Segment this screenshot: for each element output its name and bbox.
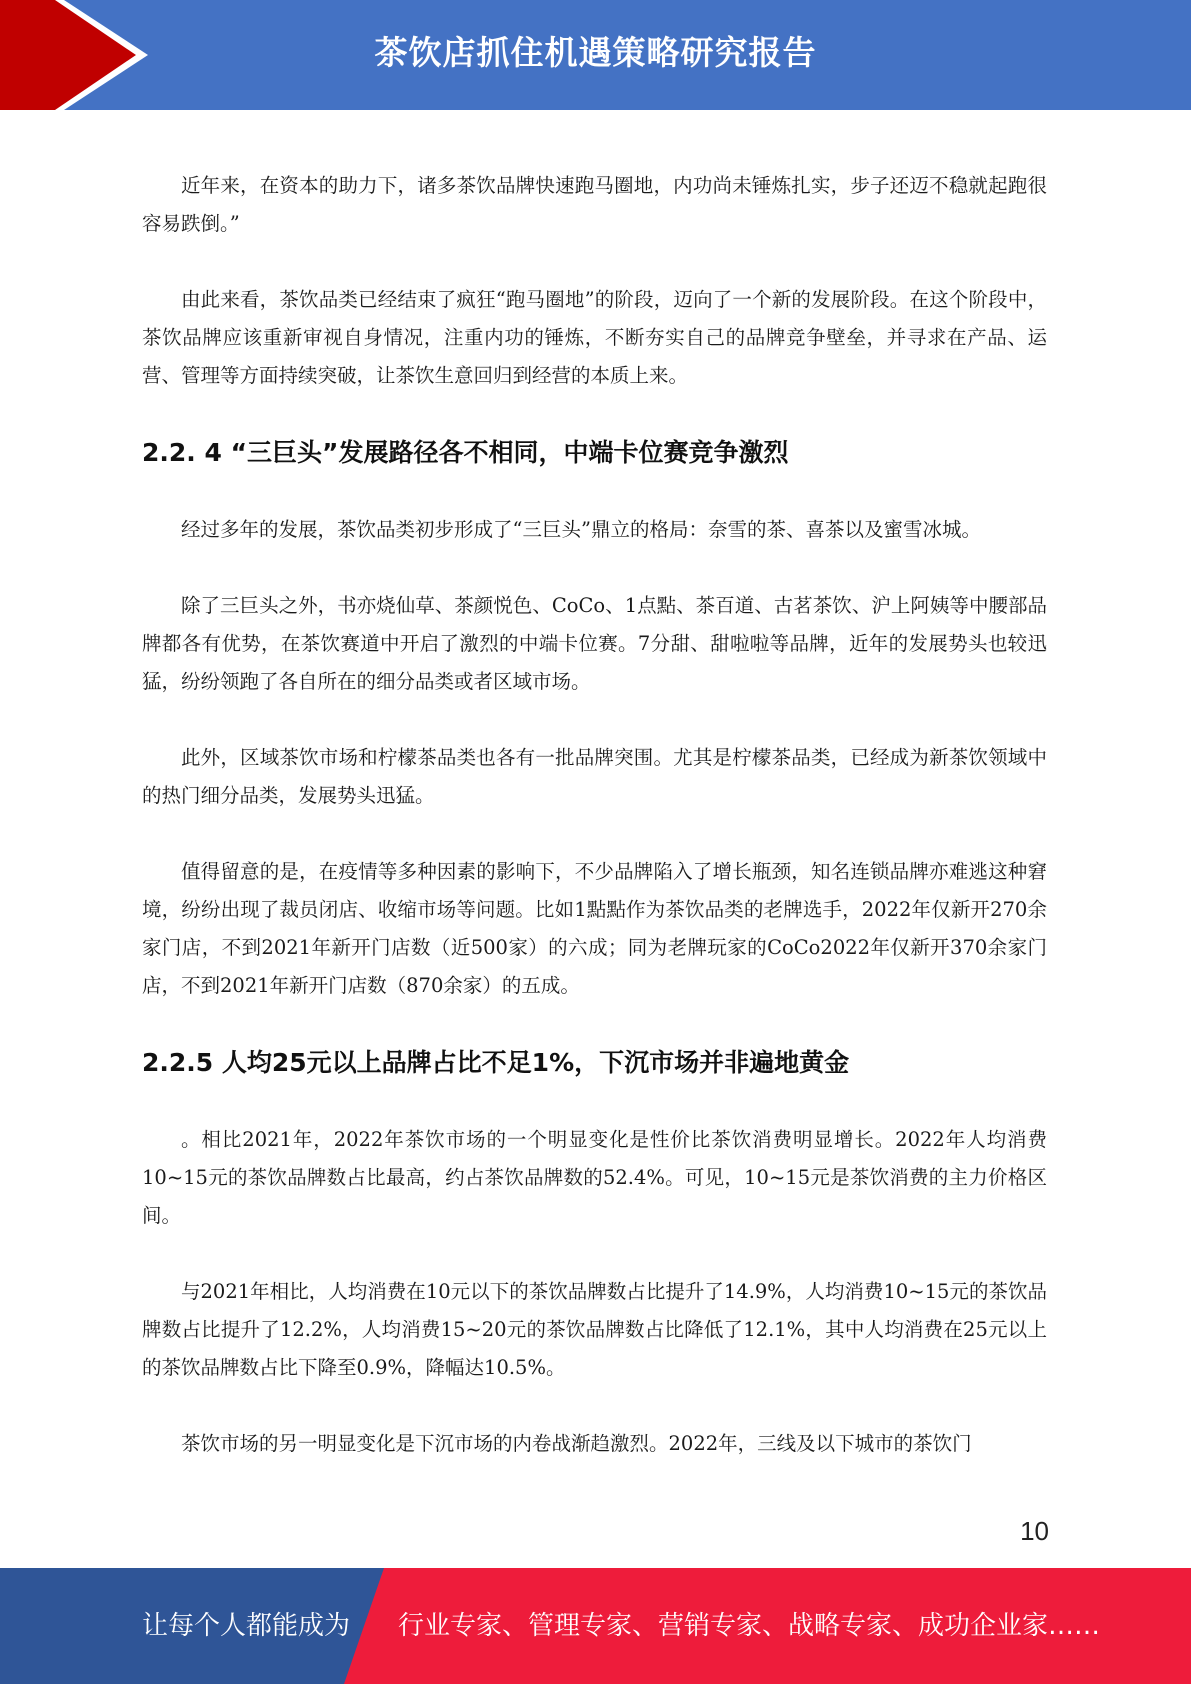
paragraph: 近年来，在资本的助力下，诸多茶饮品牌快速跑马圈地，内功尚未锤炼扎实，步子还迈不稳就起跑很容易跌倒。” <box>142 174 1047 235</box>
section-heading-2-2-4: 2.2. 4 “三巨头”发展路径各不相同，中端卡位赛竞争激烈 <box>142 438 789 467</box>
paragraph: 茶饮市场的另一明显变化是下沉市场的内卷战渐趋激烈。2022年，三线及以下城市的茶饮门 <box>181 1432 972 1455</box>
page-footer <box>0 1568 1191 1684</box>
footer-slogan-left: 让每个人都能成为 <box>142 1611 351 1641</box>
paragraph: 经过多年的发展，茶饮品类初步形成了“三巨头”鼎立的格局：奈雪的茶、喜茶以及蜜雪冰城。 <box>181 518 981 541</box>
paragraph: 除了三巨头之外，书亦烧仙草、茶颜悦色、CoCo、1点點、茶百道、古茗茶饮、沪上阿姨等中腰部品牌都各有优势，在茶饮赛道中开启了激烈的中端卡位赛。7分甜、甜啦啦等品牌，近年的发展势头也较迅猛，纷纷领跑了各自所在的细分品类或者区域市场。 <box>142 594 1047 693</box>
paragraph: 与2021年相比，人均消费在10元以下的茶饮品牌数占比提升了14.9%，人均消费10~15元的茶饮品牌数占比提升了12.2%，人均消费15~20元的茶饮品牌数占比降低了12.1%，其中人均消费在25元以上的茶饮品牌数占比下降至0.9%，降幅达10.5%。 <box>142 1280 1047 1379</box>
paragraph: 由此来看，茶饮品类已经结束了疯狂“跑马圈地”的阶段，迈向了一个新的发展阶段。在这个阶段中，茶饮品牌应该重新审视自身情况，注重内功的锤炼，不断夯实自己的品牌竞争壁垒，并寻求在产品、运营、管理等方面持续突破，让茶饮生意回归到经营的本质上来。 <box>142 288 1047 387</box>
paragraph: 。相比2021年，2022年茶饮市场的一个明显变化是性价比茶饮消费明显增长。2022年人均消费10~15元的茶饮品牌数占比最高，约占茶饮品牌数的52.4%。可见，10~15元是茶饮消费的主力价格区间。 <box>142 1128 1047 1227</box>
page-header <box>0 0 1191 110</box>
footer-slogan-right: 行业专家、管理专家、营销专家、战略专家、成功企业家…… <box>398 1611 1101 1641</box>
paragraph: 此外，区域茶饮市场和柠檬茶品类也各有一批品牌突围。尤其是柠檬茶品类，已经成为新茶饮领域中的热门细分品类，发展势头迅猛。 <box>142 746 1047 807</box>
section-heading-2-2-5: 2.2.5 人均25元以上品牌占比不足1%，下沉市场并非遍地黄金 <box>142 1048 850 1077</box>
document-body <box>142 167 1047 1501</box>
paragraph: 值得留意的是，在疫情等多种因素的影响下，不少品牌陷入了增长瓶颈，知名连锁品牌亦难逃这种窘境，纷纷出现了裁员闭店、收缩市场等问题。比如1點點作为茶饮品类的老牌选手，2022年仅新开270余家门店，不到2021年新开门店数（近500家）的六成；同为老牌玩家的CoCo2022年仅新开370余家门店，不到2021年新开门店数（870余家）的五成。 <box>142 860 1047 997</box>
page-number: 10 <box>1020 1516 1049 1546</box>
report-title: 茶饮店抓住机遇策略研究报告 <box>374 33 817 72</box>
